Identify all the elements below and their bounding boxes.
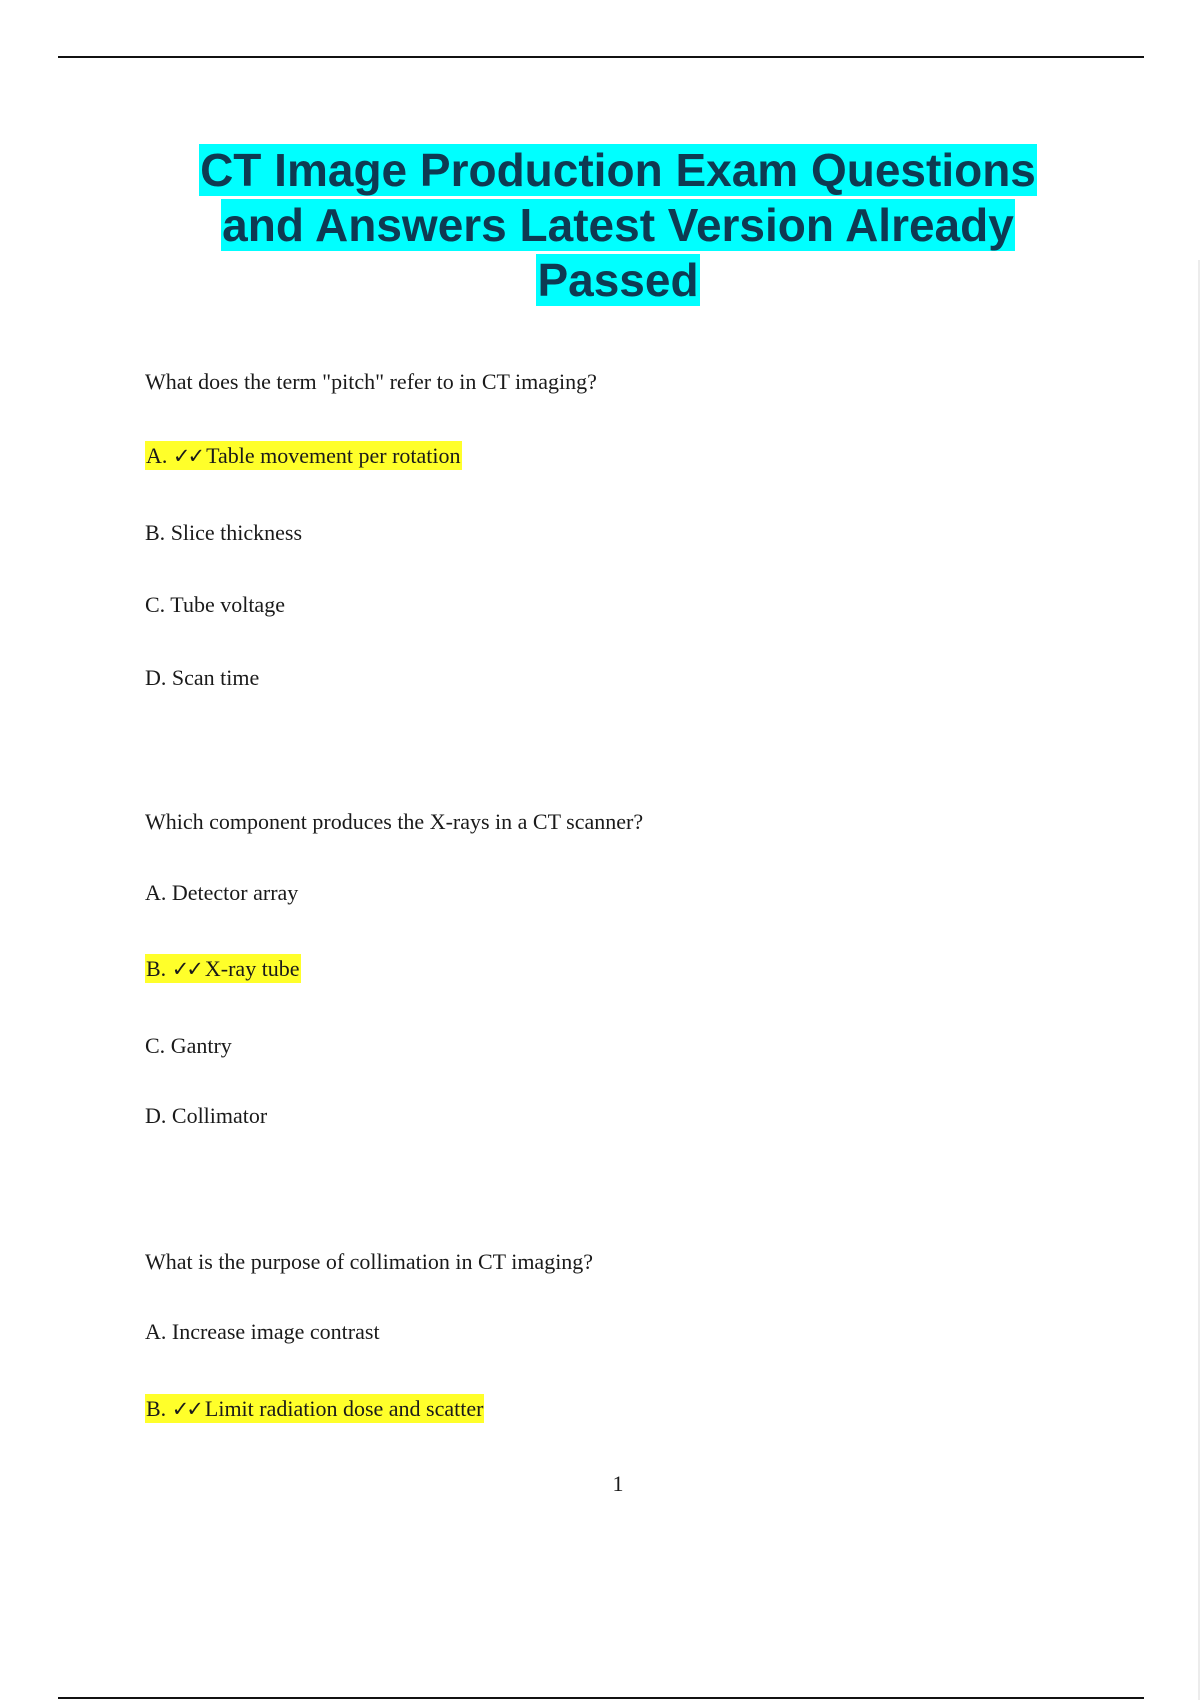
header-rule bbox=[58, 56, 1144, 58]
title-line-2: and Answers Latest Version Already bbox=[222, 199, 1014, 251]
option-prefix: A. bbox=[145, 1319, 172, 1344]
question-1-option-d bbox=[145, 664, 259, 692]
question-1-option-a bbox=[145, 442, 462, 470]
check-icon: ✓✓ bbox=[172, 444, 203, 468]
correct-answer-highlight bbox=[145, 1394, 484, 1423]
option-prefix: D. bbox=[145, 1103, 172, 1128]
option-prefix: A. bbox=[145, 880, 172, 905]
question-2-option-c bbox=[145, 1032, 232, 1060]
option-prefix: B. bbox=[145, 520, 171, 545]
option-text: Limit radiation dose and scatter bbox=[204, 1396, 484, 1421]
question-1-option-c bbox=[145, 591, 285, 619]
option-text: Slice thickness bbox=[170, 520, 303, 545]
option-text: X-ray tube bbox=[204, 956, 300, 981]
option-prefix: D. bbox=[145, 665, 172, 690]
page-number: 1 bbox=[612, 1471, 624, 1496]
question-3-text: What is the purpose of collimation in CT imaging? bbox=[145, 1249, 594, 1274]
check-icon: ✓✓ bbox=[171, 1397, 201, 1421]
document-title bbox=[0, 143, 1200, 308]
question-2-option-d bbox=[145, 1102, 267, 1130]
option-prefix: C. bbox=[145, 1033, 171, 1058]
option-text: Collimator bbox=[171, 1103, 268, 1128]
question-3-option-a bbox=[145, 1318, 380, 1346]
option-text: Tube voltage bbox=[170, 592, 285, 617]
question-1-text: What does the term "pitch" refer to in CT imaging? bbox=[145, 369, 597, 394]
option-prefix: C. bbox=[145, 592, 171, 617]
title-line-1: CT Image Production Exam Questions bbox=[200, 144, 1036, 196]
option-prefix: B. bbox=[146, 1396, 172, 1421]
option-text: Gantry bbox=[170, 1033, 232, 1058]
question-3-option-b bbox=[145, 1395, 484, 1423]
option-text: Detector array bbox=[171, 880, 299, 905]
option-text: Scan time bbox=[171, 665, 260, 690]
correct-answer-highlight bbox=[145, 441, 462, 470]
title-line-3: Passed bbox=[537, 254, 699, 306]
question-2-option-a bbox=[145, 879, 298, 907]
question-2-text: Which component produces the X-rays in a CT scanner? bbox=[145, 809, 644, 834]
check-icon: ✓✓ bbox=[171, 957, 201, 981]
question-1-option-b bbox=[145, 519, 302, 547]
option-prefix: B. bbox=[146, 956, 172, 981]
option-text: Table movement per rotation bbox=[206, 443, 461, 468]
footer-rule bbox=[58, 1697, 1144, 1699]
question-2-option-b bbox=[145, 955, 301, 983]
option-text: Increase image contrast bbox=[171, 1319, 380, 1344]
option-prefix: A. bbox=[146, 443, 173, 468]
correct-answer-highlight bbox=[145, 954, 301, 983]
